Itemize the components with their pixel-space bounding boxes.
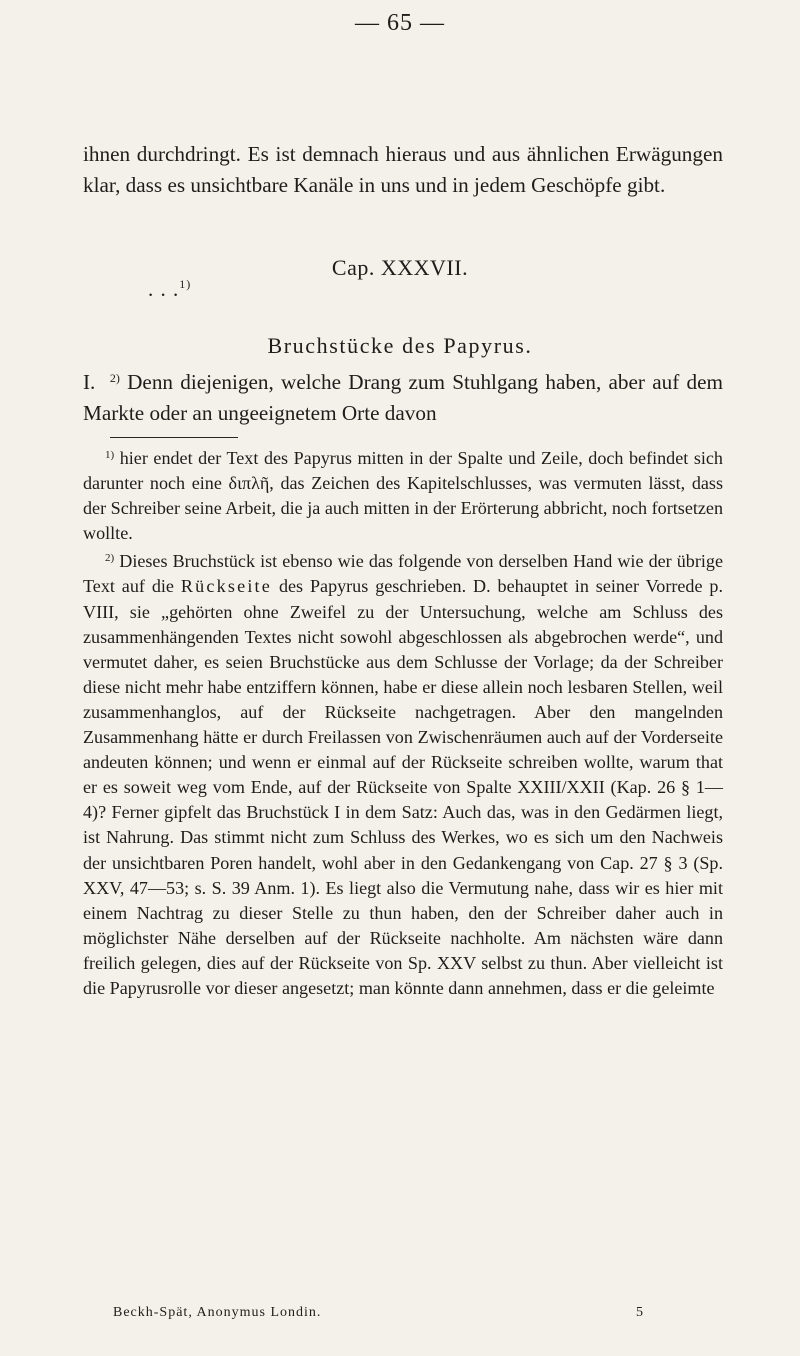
section-heading: Bruchstücke des Papyrus.: [267, 333, 533, 358]
footnote-ref-2: 2): [109, 371, 120, 385]
footnote-2-text-a: Dieses Bruchstück ist ebenso wie das folgende von derselben Hand wie der übrige Text auf die: [83, 551, 723, 597]
signature-text: Beckh-Spät, Anonymus Londin.: [113, 1305, 322, 1320]
page-number: — 65 —: [355, 10, 445, 36]
footnote-1-ref: 1): [105, 449, 115, 461]
footnotes: [83, 443, 723, 1001]
footnote-1: [83, 443, 723, 546]
footnote-2: [83, 546, 723, 1001]
footnote-divider: [110, 437, 238, 438]
footnote-1-text: hier endet der Text des Papyrus mitten in der Spalte und Zeile, doch befindet sich darunter noch eine διπλῆ, das Zeichen des Kapitelschlusses, was vermuten lässt, dass der Schreiber seine Arbeit, die ja auch mitten in der Erörterung abbricht, noch fortsetzen wollte.: [83, 448, 723, 544]
footnote-ref-1: 1): [179, 277, 192, 291]
signature-number: 5: [636, 1305, 644, 1320]
fragment-paragraph: [83, 363, 723, 428]
opening-paragraph-text: ihnen durchdringt. Es ist demnach hieraus und aus ähnlichen Erwägungen klar, dass es unsichtbare Kanäle in uns und in jedem Geschöpfe gibt.: [83, 142, 723, 197]
ellipsis-dots: . . .: [148, 277, 180, 301]
footnote-2-ref: 2): [105, 552, 115, 565]
footnote-2-spaced-word: Rückseite: [180, 576, 273, 597]
opening-paragraph: [83, 139, 723, 200]
fragment-number: I.: [83, 370, 96, 394]
footnote-2-text-b: des Papyrus geschrieben. D. behauptet in seiner Vorrede p. VIII, sie „gehörten ohne Zweifel zu der Untersuchung, welche am Schluss des zusammenhängenden Textes nicht sowohl abgeschlossen als abgebrochen werde“, und vermutet daher, es seien Bruchstücke aus dem Schlusse der Vorlage; da der Schreiber diese nicht mehr habe entziffern können, habe er diese allein noch lesbaren Stellen, weil zusammenhanglos, auf der Rückseite nachgetragen. Aber den mangelnden Zusammenhang hätte er durch Freilassen von Zwischenräumen auch auf der Vorderseite andeuten können; und wenn er einmal auf der Rückseite schreiben wollte, warum that er es soweit weg vom Ende, auf der Rückseite von Spalte XXIII/XXII (Kap. 26 § 1—4)? Ferner gipfelt das Bruchstück I in dem Satz: Auch das, was in den Gedärmen liegt, ist Nahrung. Das stimmt nicht zum Schluss des Werkes, wo es sich um den Nachweis der unsichtbaren Poren handelt, wohl aber in den Gedankengang von Cap. 27 § 3 (Sp. XXV, 47—53; s. S. 39 Anm. 1). Es liegt also die Vermutung nahe, dass wir es hier mit einem Nachtrag zu dieser Stelle zu thun haben, den der Schreiber daher auch in möglichster Nähe derselben auf der Rückseite nachholte. Am nächsten wäre dann freilich gelegen, dies auf der Rückseite von Sp. XXV selbst zu thun. Aber vielleicht ist die Papyrusrolle vor dieser angesetzt; man könnte dann annehmen, dass er die geleimte: [83, 576, 723, 998]
ellipsis-marker: [148, 277, 191, 302]
fragment-text: Denn diejenigen, welche Drang zum Stuhlgang haben, aber auf dem Markte oder an ungeeignetem Orte davon: [83, 370, 723, 425]
chapter-heading: Cap. XXXVII.: [331, 255, 469, 280]
